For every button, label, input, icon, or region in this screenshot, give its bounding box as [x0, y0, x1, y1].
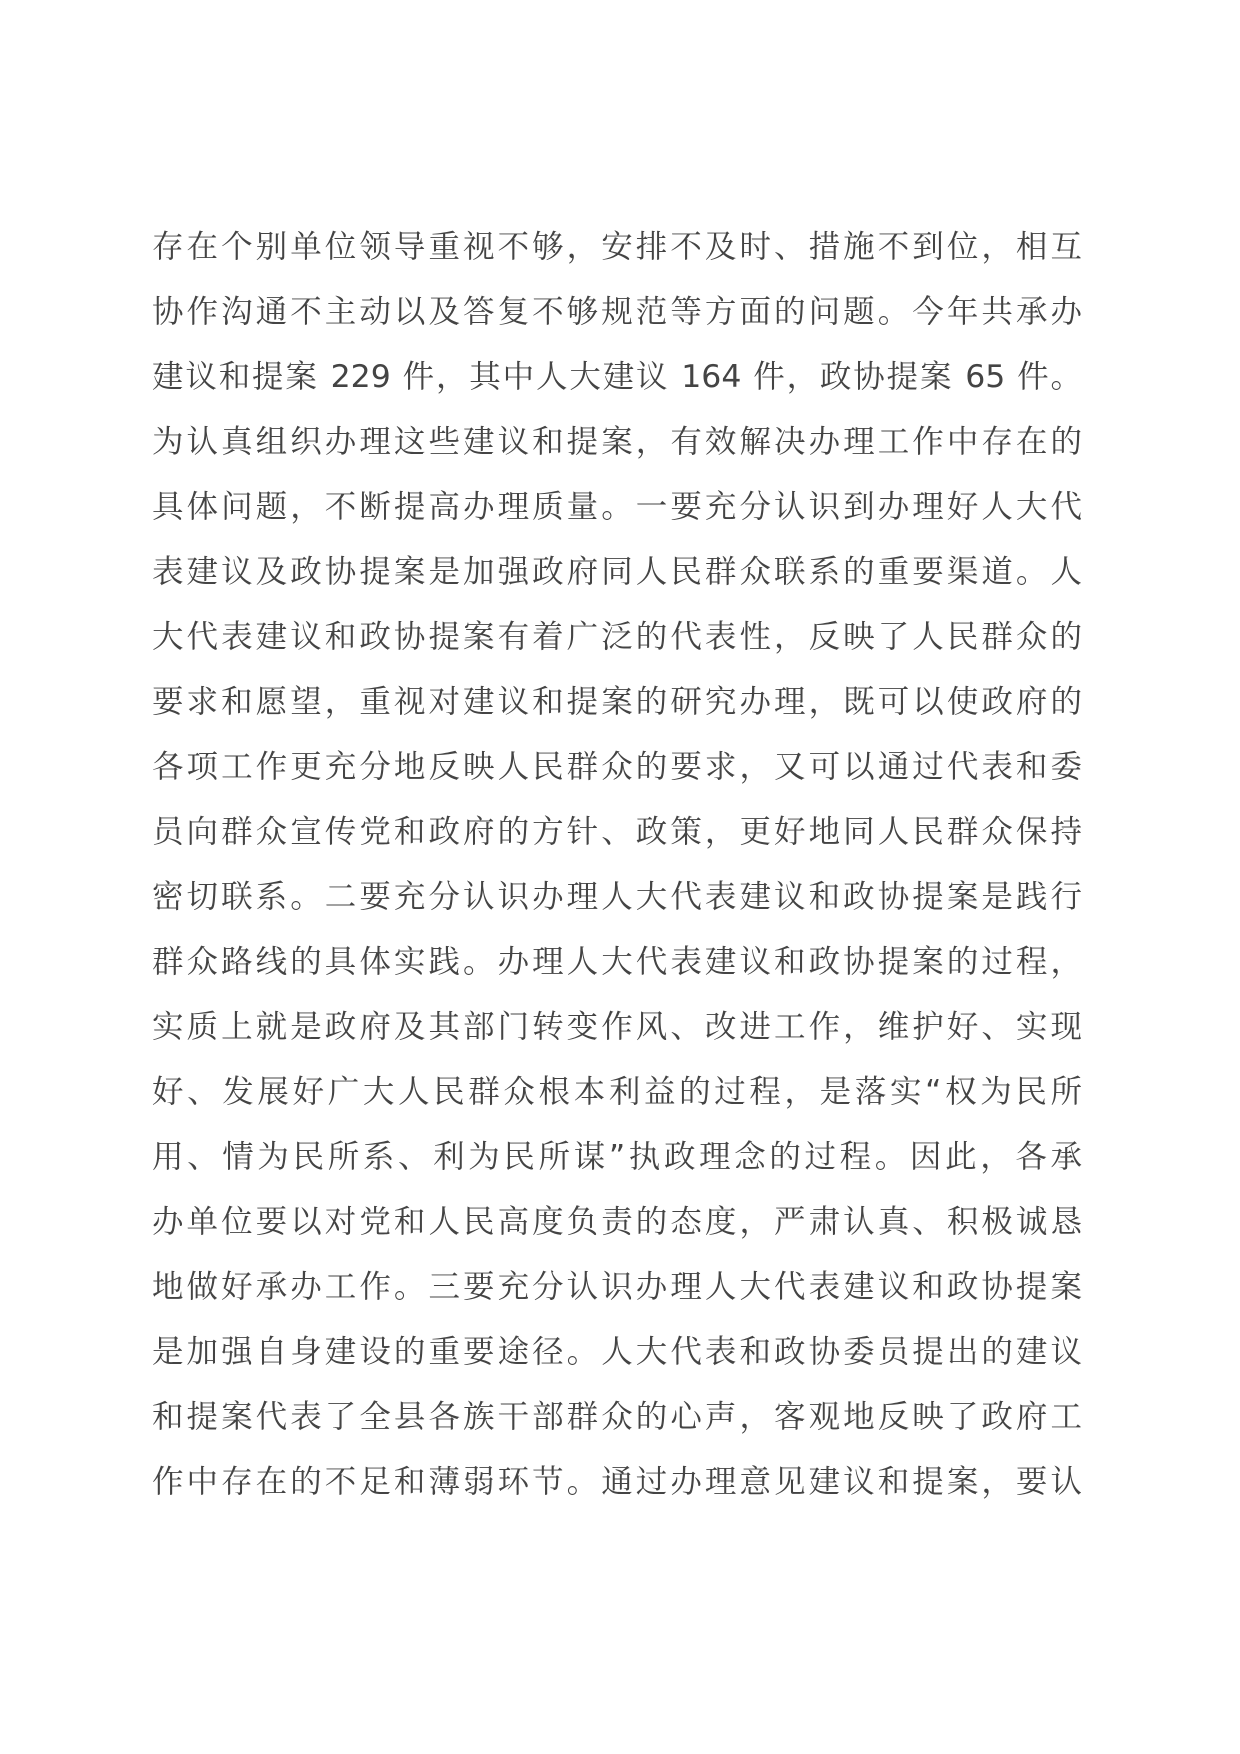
text-line: 群众路线的具体实践。办理人大代表建议和政协提案的过程， [152, 944, 1082, 980]
body-paragraph [152, 215, 1082, 1515]
text-line: 和提案代表了全县各族干部群众的心声，客观地反映了政府工 [152, 1399, 1082, 1435]
text-line: 具体问题，不断提高办理质量。一要充分认识到办理好人大代 [152, 489, 1082, 525]
text-line: 要求和愿望，重视对建议和提案的研究办理，既可以使政府的 [152, 684, 1082, 720]
text-line: 办单位要以对党和人民高度负责的态度，严肃认真、积极诚恳 [152, 1204, 1082, 1240]
text-line: 密切联系。二要充分认识办理人大代表建议和政协提案是践行 [152, 879, 1082, 915]
text-line: 是加强自身建设的重要途径。人大代表和政协委员提出的建议 [152, 1334, 1082, 1370]
text-line: 协作沟通不主动以及答复不够规范等方面的问题。今年共承办 [152, 294, 1082, 330]
text-line: 为认真组织办理这些建议和提案，有效解决办理工作中存在的 [152, 424, 1082, 460]
text-line: 员向群众宣传党和政府的方针、政策，更好地同人民群众保持 [152, 814, 1082, 850]
text-line: 作中存在的不足和薄弱环节。通过办理意见建议和提案，要认 [152, 1464, 1082, 1500]
text-line: 存在个别单位领导重视不够，安排不及时、措施不到位，相互 [152, 229, 1082, 265]
text-line: 大代表建议和政协提案有着广泛的代表性，反映了人民群众的 [152, 619, 1082, 655]
text-line: 好、发展好广大人民群众根本利益的过程，是落实“权为民所 [152, 1074, 1082, 1110]
text-line: 地做好承办工作。三要充分认识办理人大代表建议和政协提案 [152, 1269, 1082, 1305]
text-line: 用、情为民所系、利为民所谋”执政理念的过程。因此，各承 [152, 1139, 1082, 1175]
text-line: 表建议及政协提案是加强政府同人民群众联系的重要渠道。人 [152, 554, 1082, 590]
text-line: 各项工作更充分地反映人民群众的要求，又可以通过代表和委 [152, 749, 1082, 785]
text-line: 建议和提案 229 件，其中人大建议 164 件，政协提案 65 件。 [152, 359, 1082, 395]
text-line: 实质上就是政府及其部门转变作风、改进工作，维护好、实现 [152, 1009, 1082, 1045]
